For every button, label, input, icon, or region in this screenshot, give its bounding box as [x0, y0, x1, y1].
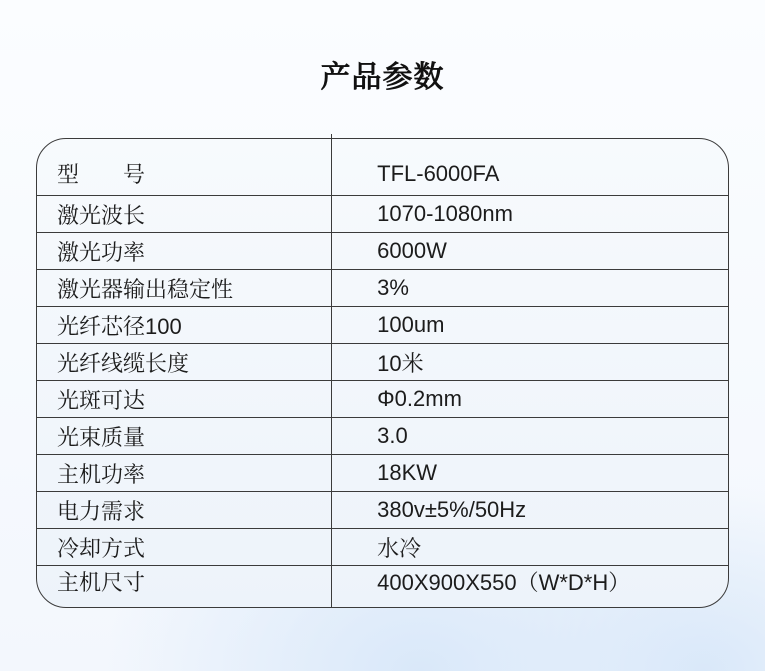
- spec-value: 1070-1080nm: [377, 201, 513, 226]
- table-row: [37, 196, 728, 233]
- spec-table: [36, 138, 729, 608]
- spec-label: 型 号: [57, 162, 146, 187]
- page-title: 产品参数: [320, 61, 445, 94]
- spec-value: Φ0.2mm: [377, 386, 462, 411]
- spec-label: 激光器输出稳定性: [57, 276, 234, 302]
- table-row: [37, 307, 728, 344]
- spec-label: 光束质量: [57, 424, 146, 450]
- spec-label: 激光波长: [57, 202, 146, 228]
- table-row: [37, 139, 728, 196]
- spec-label: 激光功率: [57, 239, 146, 265]
- table-row: [37, 270, 728, 307]
- table-row: [37, 233, 728, 270]
- spec-value: 水冷: [377, 535, 422, 561]
- spec-value: 3.0: [377, 423, 408, 448]
- spec-value: 3%: [377, 275, 409, 300]
- column-divider: [331, 134, 332, 607]
- spec-label: 主机功率: [57, 461, 146, 487]
- table-row: [37, 344, 728, 381]
- table-row: [37, 381, 728, 418]
- spec-label: 光纤线缆长度: [57, 350, 190, 376]
- table-row: [37, 529, 728, 566]
- table-row: [37, 566, 728, 613]
- spec-label: 光斑可达: [57, 387, 146, 413]
- table-row: [37, 455, 728, 492]
- spec-value: 18KW: [377, 460, 438, 485]
- spec-value: 6000W: [377, 238, 447, 263]
- spec-value: 380v±5%/50Hz: [377, 497, 527, 522]
- spec-label: 主机尺寸: [57, 570, 146, 595]
- table-row: [37, 418, 728, 455]
- spec-rows: [37, 139, 728, 607]
- spec-value: 10米: [377, 350, 424, 376]
- spec-label: 电力需求: [57, 498, 146, 524]
- spec-value: 100um: [377, 312, 445, 337]
- spec-value: 400X900X550（W*D*H）: [377, 570, 631, 595]
- spec-value: TFL-6000FA: [377, 160, 500, 186]
- table-row: [37, 492, 728, 529]
- spec-label: 光纤芯径100: [57, 313, 182, 339]
- spec-label: 冷却方式: [57, 535, 146, 561]
